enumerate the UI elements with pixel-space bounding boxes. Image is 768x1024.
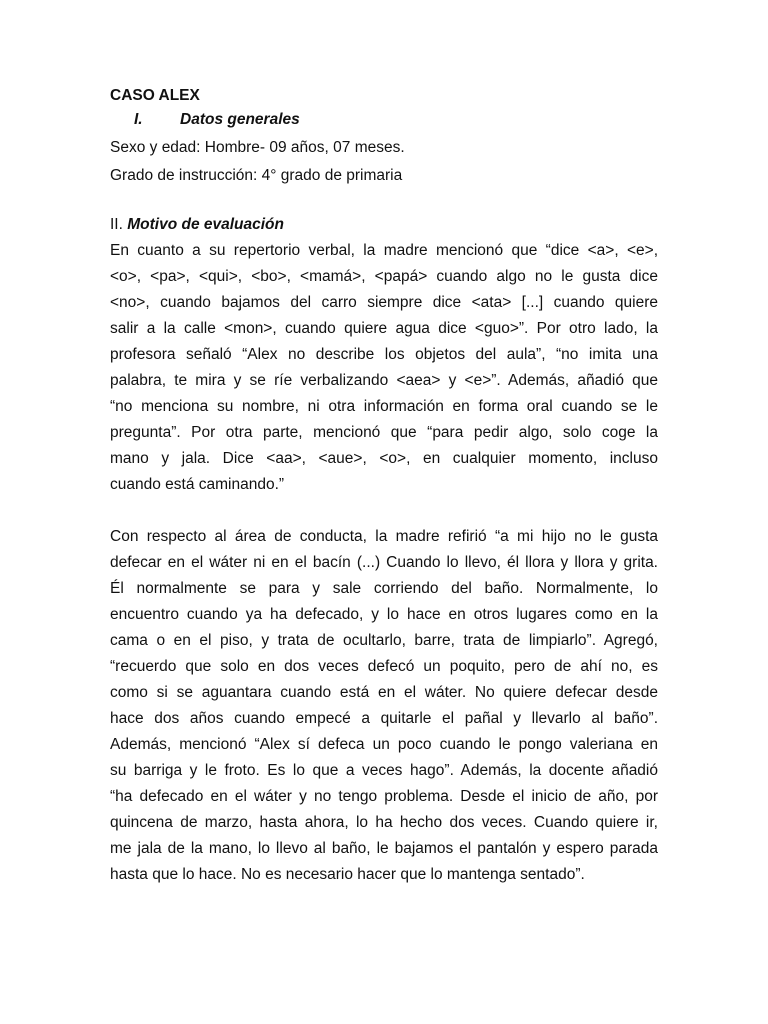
document-title: CASO ALEX: [110, 87, 200, 104]
paragraph-line: “recuerdo que solo en dos veces defecó un poquito, pero de ahí no, es: [110, 658, 658, 675]
paragraph-line: encuentro cuando ya ha defecado, y lo hace en otros lugares como en la: [110, 606, 658, 623]
paragraph-line: hasta que lo hace. No es necesario hacer que lo mantenga sentado”.: [110, 866, 585, 883]
paragraph-line: defecar en el wáter ni en el bacín (...) Cuando lo llevo, él llora y llora y grita.: [110, 554, 658, 571]
paragraph-line: <no>, cuando bajamos del carro siempre dice <ata> [...] cuando quiere: [110, 294, 658, 311]
paragraph-line: <o>, <pa>, <qui>, <bo>, <mamá>, <papá> cuando algo no le gusta dice: [110, 268, 658, 285]
paragraph-line: me jala de la mano, lo llevo al baño, le bajamos el pantalón y espero parada: [110, 840, 658, 857]
paragraph-line: Con respecto al área de conducta, la madre refirió “a mi hijo no le gusta: [110, 528, 658, 545]
section-heading-motivo-evaluacion: [110, 212, 658, 238]
paragraph-line: quincena de marzo, hasta ahora, lo ha hecho dos veces. Cuando quiere ir,: [110, 814, 658, 831]
paragraph-line: como si se aguantara cuando está en el wáter. No quiere defecar desde: [110, 684, 658, 701]
paragraph-line: cuando está caminando.”: [110, 476, 285, 493]
sexo-edad-line: Sexo y edad: Hombre- 09 años, 07 meses.: [110, 139, 405, 156]
section-heading-datos-generales: [110, 108, 658, 134]
paragraph-line: “ha defecado en el wáter y no tengo problema. Desde el inicio de año, por: [110, 788, 658, 805]
section-number: II.: [110, 216, 128, 233]
paragraph-line: profesora señaló “Alex no describe los objetos del aula”, “no imita una: [110, 346, 658, 363]
paragraph-line: pregunta”. Por otra parte, mencionó que “para pedir algo, solo coge la: [110, 424, 658, 441]
spacer: [110, 190, 658, 212]
document-body: [110, 84, 658, 888]
paragraph-repertorio-verbal: [110, 238, 658, 498]
paragraph-line: Además, mencionó “Alex sí defeca un poco cuando le pongo valeriana en: [110, 736, 658, 753]
section-number: I.: [134, 111, 143, 128]
paragraph-line: palabra, te mira y se ríe verbalizando <aea> y <e>”. Además, añadió que: [110, 372, 658, 389]
paragraph-area-conducta: [110, 524, 658, 888]
spacer: [110, 498, 658, 524]
paragraph-line: mano y jala. Dice <aa>, <aue>, <o>, en cualquier momento, incluso: [110, 450, 658, 467]
paragraph-line: “no menciona su nombre, ni otra información en forma oral cuando se le: [110, 398, 658, 415]
paragraph-line: cama o en el piso, y trata de ocultarlo, barre, trata de limpiarlo”. Agregó,: [110, 632, 658, 649]
section-name: Motivo de evaluación: [127, 216, 284, 233]
paragraph-line: hace dos años cuando empecé a quitarle el pañal y llevarlo al baño”.: [110, 710, 658, 727]
paragraph-line: Él normalmente se para y sale corriendo del baño. Normalmente, lo: [110, 580, 658, 597]
grado-instruccion-line: Grado de instrucción: 4° grado de primaria: [110, 167, 403, 184]
paragraph-line: su barriga y le froto. Es lo que a veces hago”. Además, la docente añadió: [110, 762, 658, 779]
paragraph-line: salir a la calle <mon>, cuando quiere agua dice <guo>”. Por otro lado, la: [110, 320, 658, 337]
section-name: Datos generales: [180, 111, 300, 128]
paragraph-line: En cuanto a su repertorio verbal, la madre mencionó que “dice <a>, <e>,: [110, 242, 658, 259]
